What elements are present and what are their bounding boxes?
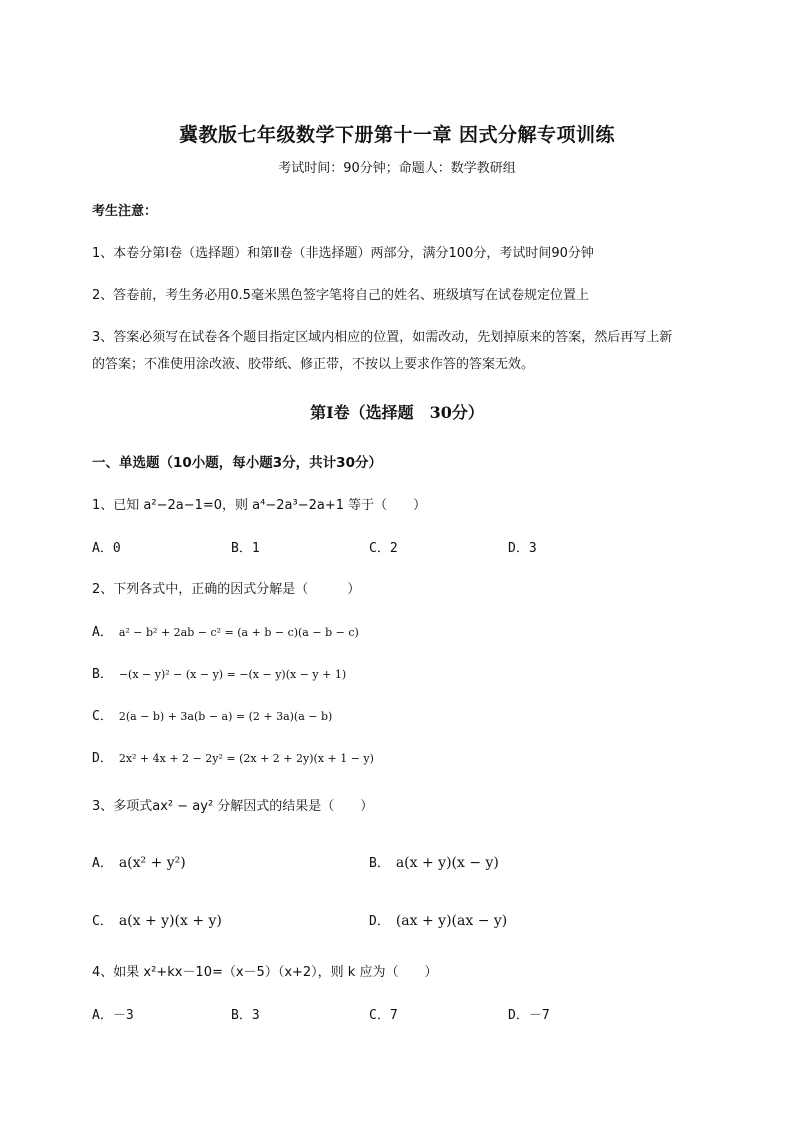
- q2-option-c: [92, 705, 332, 724]
- q3-option-b-letter: B．: [369, 856, 390, 871]
- q2-option-c-expr: 2(a − b) + 3a(b − a) = (2 + 3a)(a − b): [118, 710, 333, 723]
- exam-title: 冀教版七年级数学下册第十一章 因式分解专项训练: [178, 124, 616, 146]
- q2-option-a: [92, 621, 359, 640]
- q2-option-b-letter: B．: [92, 667, 113, 682]
- q3-option-a-expr: a(x² + y²): [118, 855, 186, 871]
- question-3-stem: 3、多项式ax² − ay² 分解因式的结果是（ ）: [92, 799, 374, 814]
- notice-heading: 考生注意：: [92, 204, 158, 219]
- q3-option-b: [369, 852, 499, 871]
- q3-option-a-letter: A．: [92, 856, 113, 871]
- q3-option-c: [92, 910, 222, 929]
- q3-option-d-letter: D．: [369, 914, 390, 929]
- q2-option-a-expr: a² − b² + 2ab − c² = (a + b − c)(a − b − c): [118, 626, 359, 639]
- q2-option-a-letter: A．: [92, 625, 113, 640]
- q3-option-d: [369, 910, 507, 929]
- q3-option-b-expr: a(x + y)(x − y): [395, 855, 499, 871]
- part-title: 一、单选题（10小题，每小题3分，共计30分）: [92, 455, 382, 471]
- question-2-stem: 2、下列各式中，正确的因式分解是（ ）: [92, 582, 361, 597]
- q3-option-d-expr: (ax + y)(ax − y): [395, 913, 508, 929]
- exam-subtitle: 考试时间：90分钟；命题人：数学教研组: [278, 161, 516, 176]
- q1-option-a: A．0: [92, 541, 121, 556]
- q4-option-b: B．3: [231, 1008, 260, 1023]
- q3-option-c-letter: C．: [92, 914, 113, 929]
- notice-item-1: 1、本卷分第I卷（选择题）和第Ⅱ卷（非选择题）两部分，满分100分，考试时间90分钟: [92, 246, 594, 261]
- q2-option-d-letter: D．: [92, 751, 113, 766]
- notice-item-3: 3、答案必须写在试卷各个题目指定区域内相应的位置，如需改动，先划掉原来的答案，然后再写上新: [92, 330, 673, 345]
- section-title: 第I卷（选择题 30分）: [310, 403, 484, 422]
- q1-option-c: C．2: [369, 541, 398, 556]
- q2-option-d: [92, 747, 374, 766]
- q2-option-b-expr: −(x − y)² − (x − y) = −(x − y)(x − y + 1): [118, 668, 347, 681]
- q2-option-d-expr: 2x² + 4x + 2 − 2y² = (2x + 2 + 2y)(x + 1 − y): [118, 752, 374, 765]
- q3-option-c-expr: a(x + y)(x + y): [118, 913, 222, 929]
- q4-option-a: A．－3: [92, 1008, 134, 1023]
- q2-option-c-letter: C．: [92, 709, 113, 724]
- question-4-stem: 4、如果 x²+kx－10=（x－5）（x+2），则 k 应为（ ）: [92, 965, 438, 980]
- q1-option-d: D．3: [508, 541, 537, 556]
- q1-option-b: B．1: [231, 541, 260, 556]
- notice-item-2: 2、答卷前，考生务必用0.5毫米黑色签字笔将自己的姓名、班级填写在试卷规定位置上: [92, 288, 589, 303]
- q4-option-c: C．7: [369, 1008, 398, 1023]
- q3-option-a: [92, 852, 186, 871]
- q4-option-d: D．－7: [508, 1008, 550, 1023]
- question-1-stem: 1、已知 a²−2a−1=0，则 a⁴−2a³−2a+1 等于（ ）: [92, 498, 427, 513]
- notice-item-3-cont: 的答案；不准使用涂改液、胶带纸、修正带，不按以上要求作答的答案无效。: [92, 357, 535, 372]
- q2-option-b: [92, 663, 346, 682]
